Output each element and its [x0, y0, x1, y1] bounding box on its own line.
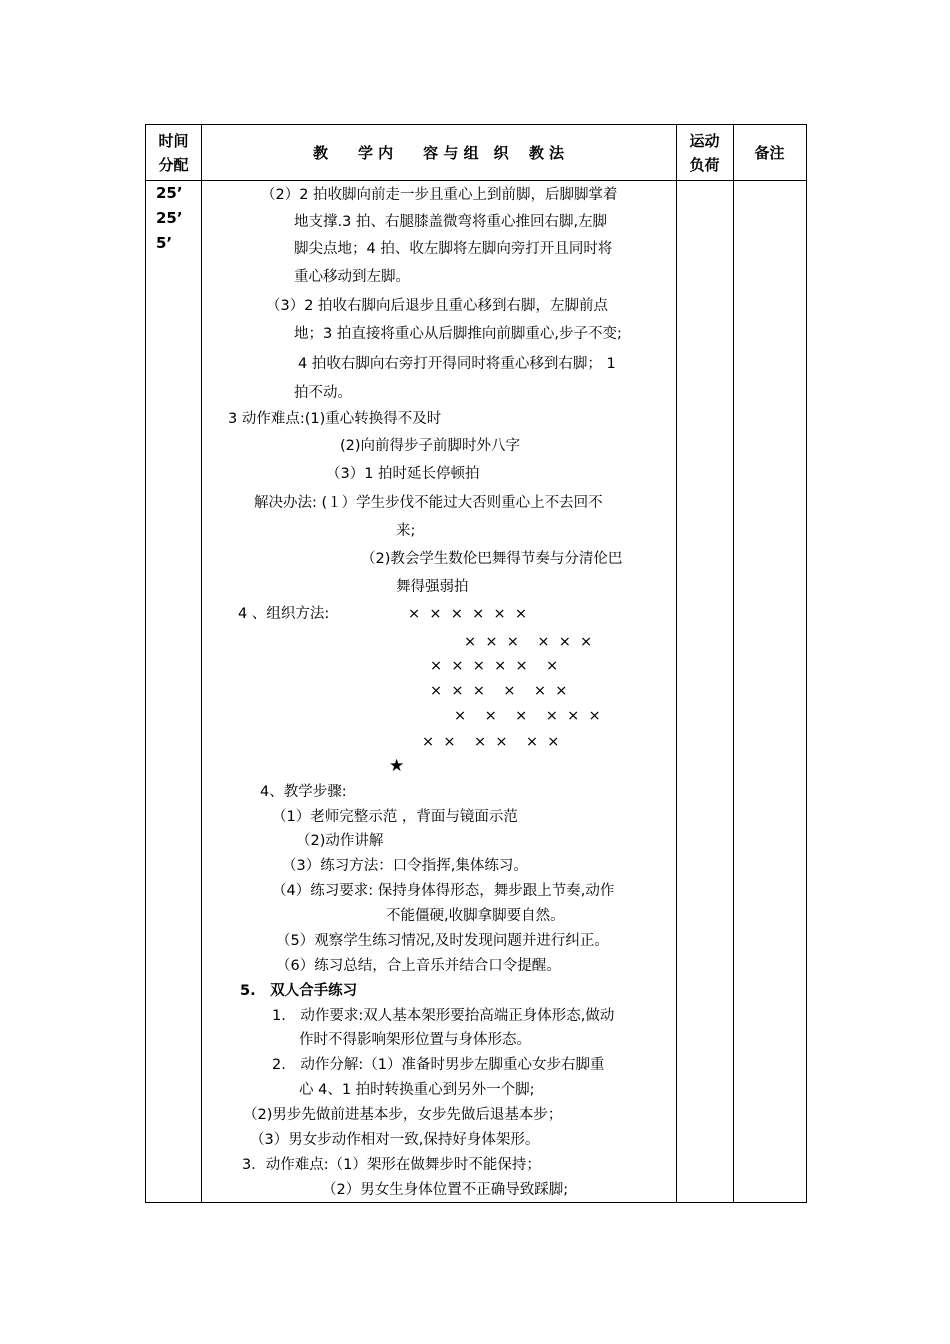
content-line: （2）2 拍收脚向前走一步且重心上到前脚，后脚脚掌着	[261, 187, 618, 203]
content-line: 地支撑.3 拍、右腿膝盖微弯将重心推回右脚,左脚	[294, 214, 608, 230]
header-content: 教 学 内 容 与 组 织 教 法	[312, 144, 565, 162]
formation-row: × × × × × ×	[430, 683, 568, 699]
content-line: （5）观察学生练习情况,及时发现问题并进行纠正。	[276, 933, 609, 949]
header-time-line: 分配	[158, 156, 189, 174]
content-line: 脚尖点地；4 拍、收左脚将左脚向旁打开且同时将	[294, 241, 613, 257]
time-value: 5’	[156, 234, 173, 252]
content-line: 地；3 拍直接将重心从后脚推向前脚重心,步子不变;	[294, 326, 622, 342]
content-line: （3）练习方法：口令指挥,集体练习。	[282, 858, 528, 874]
content-line: 4、教学步骤:	[260, 784, 347, 800]
content-line: （1）老师完整示范 ，背面与镜面示范	[272, 809, 518, 825]
header-load-line: 负荷	[689, 156, 720, 174]
time-value: 25’	[156, 184, 183, 202]
content-line: 拍不动。	[294, 385, 352, 401]
header-divider	[146, 180, 806, 181]
content-line: (2)向前得步子前脚时外八字	[340, 438, 521, 454]
content-line: 解决办法: (１）学生步伐不能过大否则重心上不去回不	[254, 495, 603, 511]
column-divider	[676, 125, 677, 1202]
formation-row: × × × × × ×	[422, 734, 560, 750]
content-line: （4）练习要求: 保持身体得形态，舞步跟上节奏,动作	[272, 883, 615, 899]
time-value: 25’	[156, 209, 183, 227]
formation-row: × × × × × ×	[408, 606, 527, 622]
content-line: 重心移动到左脚。	[294, 269, 410, 285]
header-load	[676, 129, 733, 177]
teacher-star-icon: ★	[389, 756, 405, 776]
formation-row: × × × × × ×	[430, 658, 559, 674]
formation-row: × × × × × ×	[454, 708, 601, 724]
content-line: 4 、组织方法:	[238, 606, 330, 622]
header-time	[146, 129, 201, 177]
content-line: （2)动作讲解	[296, 833, 384, 849]
content-line: 1. 动作要求:双人基本架形要抬高端正身体形态,做动	[272, 1008, 615, 1024]
section-heading: 5. 双人合手练习	[240, 983, 358, 999]
formation-row: × × × × × ×	[464, 634, 593, 650]
content-line: （3）1 拍时延长停顿拍	[326, 466, 480, 482]
content-line: 4 拍收右脚向右旁打开得同时将重心移到右脚； 1	[298, 356, 616, 372]
content-line: 作时不得影响架形位置与身体形态。	[299, 1032, 531, 1048]
content-line: （2)男步先做前进基本步，女步先做后退基本步；	[243, 1107, 563, 1123]
content-line: 不能僵硬,收脚拿脚要自然。	[386, 908, 565, 924]
content-line: （2)教会学生数伦巴舞得节奏与分清伦巴	[361, 551, 623, 567]
content-line: 2. 动作分解:（1）准备时男步左脚重心女步右脚重	[272, 1057, 605, 1073]
content-line: （3）2 拍收右脚向后退步且重心移到右脚，左脚前点	[266, 298, 609, 314]
lesson-plan-table	[145, 124, 807, 1203]
content-line: 3 动作难点:(1)重心转换得不及时	[228, 411, 442, 427]
content-line: 3．动作难点:（1）架形在做舞步时不能保持；	[242, 1157, 541, 1173]
header-time-line: 时间	[158, 132, 189, 150]
column-divider	[201, 125, 202, 1202]
header-load-line: 运动	[689, 132, 720, 150]
content-line: 舞得强弱拍	[396, 579, 469, 595]
content-line: （6）练习总结，合上音乐并结合口令提醒。	[276, 958, 561, 974]
content-line: （3）男女步动作相对一致,保持好身体架形。	[250, 1132, 540, 1148]
header-notes: 备注	[754, 144, 785, 162]
column-divider	[733, 125, 734, 1202]
content-line: （2）男女生身体位置不正确导致踩脚;	[322, 1182, 569, 1198]
content-line: 心 4、1 拍时转换重心到另外一个脚;	[299, 1082, 535, 1098]
content-line: 来;	[396, 523, 416, 539]
